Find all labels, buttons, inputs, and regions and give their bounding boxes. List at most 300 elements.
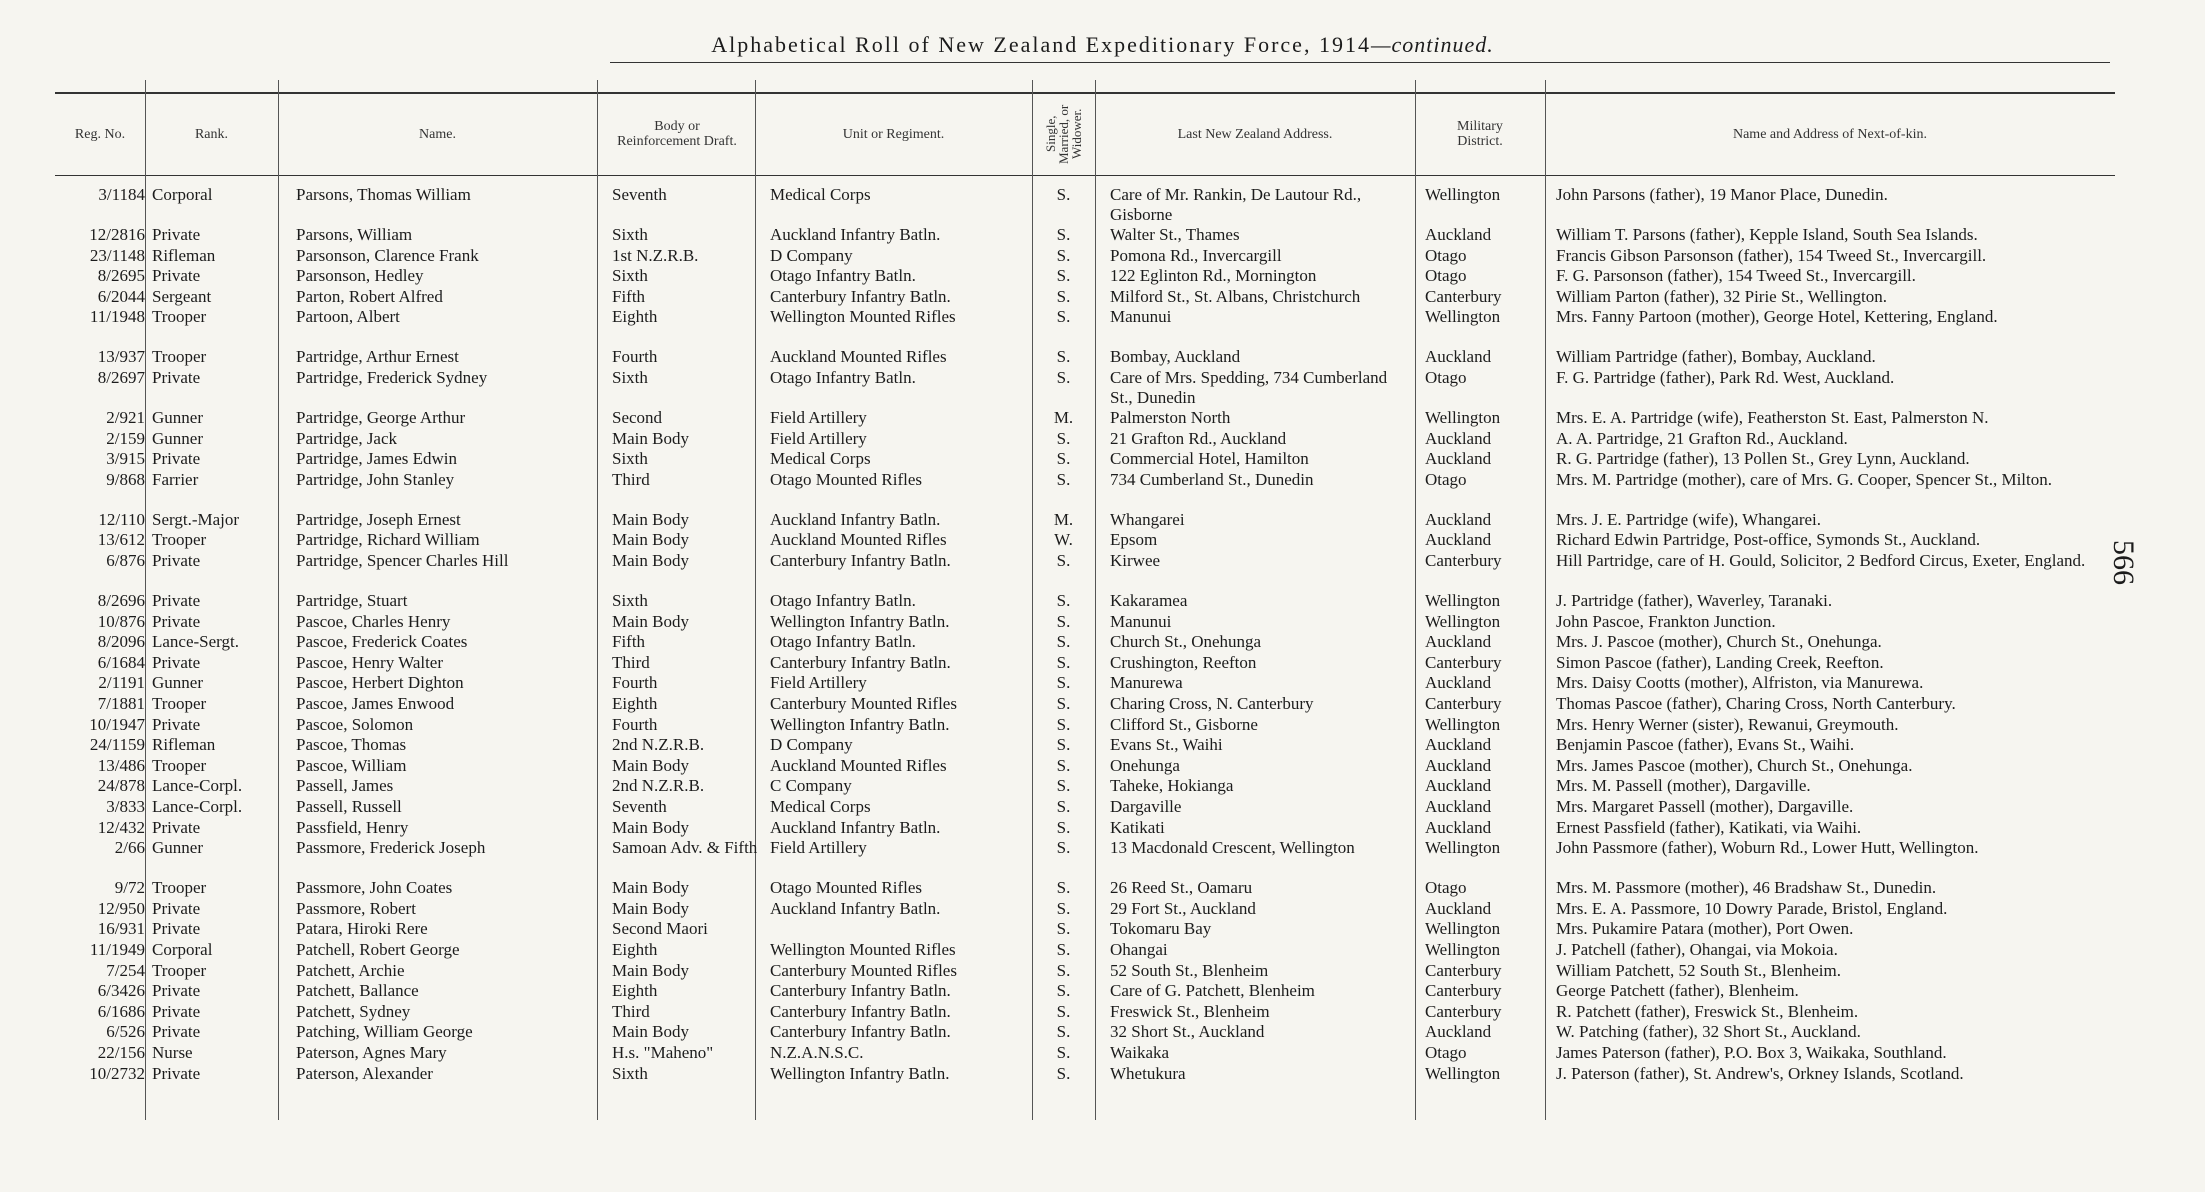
column-divider	[597, 80, 598, 1120]
cell-body: Fifth	[612, 632, 646, 652]
cell-name: Patara, Hiroki Rere	[296, 919, 428, 939]
cell-address: Ohangai	[1110, 940, 1168, 959]
cell-body: Seventh	[612, 797, 667, 816]
cell-kin: William T. Parsons (father), Kepple Island, South Sea Islands.	[1556, 225, 1978, 244]
cell-body: Sixth	[612, 266, 648, 286]
cell-unit: Canterbury Mounted Rifles	[770, 960, 957, 980]
cell-reg: 11/1949	[89, 940, 145, 959]
cell-name: Partridge, Jack	[296, 428, 398, 448]
cell-rank: Lance-Corpl.	[152, 797, 243, 816]
cell-district: Auckland	[1425, 509, 1492, 529]
cell-name: Pascoe, James Enwood	[296, 694, 455, 713]
cell-reg: 12/2816	[89, 225, 145, 244]
cell-body: Second Maori	[612, 919, 708, 939]
cell-body: Seventh	[612, 185, 667, 204]
cell-unit: Auckland Mounted Rifles	[770, 530, 947, 550]
cell-kin: R. G. Partridge (father), 13 Pollen St., Grey Lynn, Auckland.	[1556, 449, 1970, 469]
cell-kin: J. Patchell (father), Ohangai, via Mokoia.	[1556, 940, 1838, 959]
cell-name: Parsonson, Clarence Frank	[296, 245, 479, 265]
cell-district: Wellington	[1425, 591, 1501, 610]
cell-address: Onehunga	[1110, 755, 1180, 775]
cell-status: S.	[1056, 940, 1071, 959]
cell-status: S.	[1056, 368, 1071, 387]
cell-kin: Francis Gibson Parsonson (father), 154 Tweed St., Invercargill.	[1556, 245, 1987, 265]
cell-name: Partridge, George Arthur	[296, 408, 466, 427]
cell-district: Canterbury	[1425, 1001, 1502, 1021]
cell-status: S.	[1056, 694, 1071, 713]
cell-body: Sixth	[612, 591, 648, 610]
cell-rank: Trooper	[152, 960, 207, 980]
cell-body: Sixth	[612, 1063, 648, 1083]
cell-unit: Medical Corps	[770, 449, 871, 469]
cell-address: Whetukura	[1110, 1063, 1186, 1083]
cell-address: Waikaka	[1110, 1043, 1170, 1062]
cell-reg: 12/110	[98, 509, 145, 529]
cell-address: Tokomaru Bay	[1110, 919, 1212, 939]
cell-district: Wellington	[1425, 714, 1501, 734]
cell-district: Auckland	[1425, 797, 1492, 816]
cell-kin: Simon Pascoe (father), Landing Creek, Reefton.	[1556, 652, 1884, 672]
cell-body: Eighth	[612, 307, 658, 327]
cell-status: S.	[1056, 1001, 1071, 1021]
cell-rank: Private	[152, 817, 201, 837]
cell-kin: Ernest Passfield (father), Katikati, via Waihi.	[1556, 817, 1862, 837]
cell-name: Partridge, Richard William	[296, 530, 480, 550]
cell-reg: 9/868	[106, 469, 145, 489]
cell-body: 2nd N.Z.R.B.	[612, 776, 705, 796]
cell-body: Sixth	[612, 368, 648, 387]
cell-rank: Corporal	[152, 185, 213, 204]
cell-unit: Canterbury Infantry Batln.	[770, 652, 951, 672]
cell-kin: Mrs. James Pascoe (mother), Church St., Onehunga.	[1556, 755, 1913, 775]
cell-district: Otago	[1425, 1043, 1467, 1062]
cell-reg: 22/156	[97, 1043, 145, 1062]
cell-unit: Wellington Infantry Batln.	[770, 611, 950, 631]
cell-reg: 6/1686	[97, 1001, 145, 1021]
cell-unit: Field Artillery	[770, 408, 867, 427]
cell-rank: Private	[152, 898, 201, 918]
cell-district: Wellington	[1425, 1063, 1501, 1083]
cell-address: Evans St., Waihi	[1110, 735, 1223, 755]
cell-rank: Gunner	[152, 408, 203, 427]
cell-kin: Mrs. J. Pascoe (mother), Church St., Onehunga.	[1556, 632, 1882, 652]
cell-rank: Trooper	[152, 307, 207, 327]
cell-district: Canterbury	[1425, 652, 1502, 672]
cell-unit: C Company	[770, 776, 852, 796]
cell-address: Crushington, Reefton	[1110, 652, 1257, 672]
cell-district: Canterbury	[1425, 286, 1502, 306]
cell-district: Auckland	[1425, 1022, 1492, 1042]
cell-body: Main Body	[612, 817, 689, 837]
cell-name: Patchett, Sydney	[296, 1001, 411, 1021]
header-district: Military District.	[1457, 119, 1503, 149]
cell-reg: 6/1684	[97, 652, 145, 672]
cell-status: S.	[1056, 981, 1071, 1001]
cell-reg: 23/1148	[89, 245, 145, 265]
cell-kin: J. Paterson (father), St. Andrew's, Orkney Islands, Scotland.	[1556, 1063, 1964, 1083]
column-divider	[755, 80, 756, 1120]
cell-district: Otago	[1425, 368, 1467, 387]
cell-status: S.	[1056, 428, 1071, 448]
cell-rank: Trooper	[152, 347, 207, 367]
cell-district: Wellington	[1425, 408, 1501, 427]
cell-reg: 6/876	[106, 551, 145, 570]
cell-rank: Sergt.-Major	[152, 509, 240, 529]
cell-district: Otago	[1425, 245, 1467, 265]
cell-name: Parton, Robert Alfred	[296, 286, 443, 306]
cell-address: Manunui	[1110, 307, 1172, 327]
header-rule-top	[55, 92, 2115, 94]
cell-reg: 2/66	[114, 838, 145, 858]
cell-kin: J. Partridge (father), Waverley, Taranaki.	[1556, 591, 1833, 610]
cell-rank: Private	[152, 266, 201, 286]
cell-rank: Gunner	[152, 838, 203, 858]
cell-rank: Private	[152, 611, 201, 631]
cell-unit: Wellington Infantry Batln.	[770, 1063, 950, 1083]
cell-rank: Nurse	[152, 1043, 193, 1062]
cell-kin: Benjamin Pascoe (father), Evans St., Waihi.	[1556, 735, 1855, 755]
header-unit: Unit or Regiment.	[842, 126, 945, 142]
cell-address: Manurewa	[1110, 673, 1183, 693]
cell-address: Care of Mr. Rankin, De Lautour Rd., Gisborne	[1110, 185, 1362, 224]
cell-rank: Trooper	[152, 755, 207, 775]
cell-body: Third	[612, 1001, 650, 1021]
cell-name: Pascoe, William	[296, 755, 407, 775]
cell-address: Manunui	[1110, 611, 1172, 631]
cell-status: S.	[1056, 817, 1071, 837]
cell-district: Canterbury	[1425, 551, 1502, 570]
cell-name: Parsons, William	[296, 225, 413, 244]
cell-reg: 6/526	[106, 1022, 145, 1042]
cell-name: Paterson, Alexander	[296, 1063, 433, 1083]
cell-address: Whangarei	[1110, 509, 1185, 529]
cell-district: Auckland	[1425, 225, 1492, 244]
cell-unit: Canterbury Infantry Batln.	[770, 286, 951, 306]
cell-kin: William Partridge (father), Bombay, Auckland.	[1556, 347, 1876, 367]
cell-rank: Rifleman	[152, 245, 216, 265]
cell-kin: Mrs. M. Passmore (mother), 46 Bradshaw St., Dunedin.	[1556, 878, 1937, 898]
cell-address: Taheke, Hokianga	[1110, 776, 1234, 796]
cell-status: S.	[1056, 347, 1071, 367]
cell-unit: Medical Corps	[770, 797, 871, 816]
cell-reg: 2/159	[106, 428, 145, 448]
cell-district: Auckland	[1425, 347, 1492, 367]
header-next-of-kin: Name and Address of Next-of-kin.	[1732, 126, 1927, 142]
cell-status: S.	[1056, 225, 1071, 244]
cell-reg: 8/2096	[97, 632, 145, 652]
cell-unit: Otago Infantry Batln.	[770, 632, 916, 652]
cell-body: Fourth	[612, 347, 658, 367]
cell-district: Auckland	[1425, 530, 1492, 550]
cell-address: 29 Fort St., Auckland	[1110, 898, 1256, 918]
cell-rank: Farrier	[152, 469, 199, 489]
cell-unit: Otago Infantry Batln.	[770, 266, 916, 286]
cell-reg: 3/915	[106, 449, 145, 469]
cell-unit: N.Z.A.N.S.C.	[770, 1043, 864, 1062]
cell-body: Eighth	[612, 694, 658, 713]
cell-district: Auckland	[1425, 632, 1492, 652]
cell-rank: Trooper	[152, 878, 207, 898]
cell-body: Main Body	[612, 611, 689, 631]
cell-district: Auckland	[1425, 817, 1492, 837]
cell-address: Kirwee	[1110, 551, 1161, 570]
header-body: Body or Reinforcement Draft.	[617, 119, 737, 149]
cell-rank: Private	[152, 551, 201, 570]
cell-status: S.	[1056, 286, 1071, 306]
cell-address: Care of G. Patchett, Blenheim	[1110, 981, 1315, 1001]
cell-body: Main Body	[612, 530, 689, 550]
cell-name: Pascoe, Henry Walter	[296, 652, 444, 672]
cell-unit: Canterbury Mounted Rifles	[770, 694, 957, 713]
cell-unit: Auckland Mounted Rifles	[770, 347, 947, 367]
column-divider	[278, 80, 279, 1120]
cell-body: Main Body	[612, 1022, 689, 1042]
cell-status: S.	[1056, 919, 1071, 939]
cell-name: Partridge, Frederick Sydney	[296, 368, 488, 387]
cell-reg: 12/950	[97, 898, 145, 918]
cell-address: 21 Grafton Rd., Auckland	[1110, 428, 1287, 448]
cell-unit: Field Artillery	[770, 838, 867, 858]
cell-address: 13 Macdonald Crescent, Wellington	[1110, 838, 1355, 858]
cell-kin: John Parsons (father), 19 Manor Place, Dunedin.	[1556, 185, 1888, 204]
cell-address: Epsom	[1110, 530, 1158, 550]
cell-kin: Hill Partridge, care of H. Gould, Solicitor, 2 Bedford Circus, Exeter, England.	[1556, 551, 2086, 570]
cell-kin: A. A. Partridge, 21 Grafton Rd., Auckland.	[1556, 428, 1848, 448]
cell-reg: 8/2697	[97, 368, 145, 387]
cell-kin: Mrs. E. A. Passmore, 10 Dowry Parade, Bristol, England.	[1556, 898, 1948, 918]
cell-district: Wellington	[1425, 611, 1501, 631]
cell-district: Otago	[1425, 878, 1467, 898]
cell-district: Auckland	[1425, 449, 1492, 469]
cell-status: S.	[1056, 185, 1071, 204]
header-rank: Rank.	[194, 126, 229, 142]
cell-unit: D Company	[770, 245, 853, 265]
cell-address: 32 Short St., Auckland	[1110, 1022, 1265, 1042]
cell-kin: Mrs. M. Passell (mother), Dargaville.	[1556, 776, 1811, 796]
cell-address: Palmerston North	[1110, 408, 1231, 427]
cell-district: Auckland	[1425, 755, 1492, 775]
cell-district: Auckland	[1425, 673, 1492, 693]
cell-rank: Lance-Sergt.	[152, 632, 240, 652]
cell-address: Church St., Onehunga	[1110, 632, 1262, 652]
cell-address: Bombay, Auckland	[1110, 347, 1241, 367]
cell-status: S.	[1056, 1022, 1071, 1042]
cell-name: Patchett, Ballance	[296, 981, 419, 1001]
cell-reg: 2/921	[106, 408, 145, 427]
cell-address: 122 Eglinton Rd., Mornington	[1110, 266, 1317, 286]
cell-rank: Private	[152, 919, 201, 939]
column-divider	[1415, 80, 1416, 1120]
cell-unit: Wellington Infantry Batln.	[770, 714, 950, 734]
cell-reg: 24/1159	[89, 735, 145, 755]
cell-body: Main Body	[612, 509, 689, 529]
column-divider	[1545, 80, 1546, 1120]
cell-kin: Mrs. Fanny Partoon (mother), George Hotel, Kettering, England.	[1556, 307, 1998, 327]
cell-address: Care of Mrs. Spedding, 734 Cumberland St., Dunedin	[1110, 368, 1388, 407]
cell-status: S.	[1056, 591, 1071, 610]
cell-body: 2nd N.Z.R.B.	[612, 735, 705, 755]
cell-name: Passmore, John Coates	[296, 878, 453, 898]
cell-rank: Gunner	[152, 673, 203, 693]
cell-status: M.	[1053, 408, 1074, 427]
cell-body: Fourth	[612, 714, 658, 734]
cell-status: S.	[1056, 898, 1071, 918]
cell-name: Patchett, Archie	[296, 960, 405, 980]
cell-status: S.	[1056, 838, 1071, 858]
cell-name: Partridge, Spencer Charles Hill	[296, 551, 509, 570]
cell-body: Main Body	[612, 755, 689, 775]
cell-name: Pascoe, Thomas	[296, 735, 407, 755]
cell-rank: Lance-Corpl.	[152, 776, 243, 796]
cell-name: Passfield, Henry	[296, 817, 409, 837]
cell-district: Otago	[1425, 469, 1467, 489]
header-reg-no: Reg. No.	[74, 126, 126, 142]
header-name: Name.	[419, 126, 456, 142]
cell-name: Partridge, Joseph Ernest	[296, 509, 461, 529]
cell-status: S.	[1056, 245, 1071, 265]
cell-name: Passell, Russell	[296, 797, 402, 816]
cell-kin: George Patchett (father), Blenheim.	[1556, 981, 1799, 1001]
cell-rank: Private	[152, 449, 201, 469]
cell-name: Partridge, James Edwin	[296, 449, 457, 469]
cell-address: Freswick St., Blenheim	[1110, 1001, 1270, 1021]
cell-name: Paterson, Agnes Mary	[296, 1043, 447, 1062]
cell-kin: F. G. Partridge (father), Park Rd. West, Auckland.	[1556, 368, 1895, 387]
cell-district: Canterbury	[1425, 981, 1502, 1001]
page-number: 566	[2107, 540, 2140, 585]
cell-unit: Auckland Infantry Batln.	[770, 817, 941, 837]
cell-unit: Field Artillery	[770, 428, 867, 448]
cell-rank: Rifleman	[152, 735, 216, 755]
cell-unit: Auckland Infantry Batln.	[770, 509, 941, 529]
cell-rank: Private	[152, 652, 201, 672]
cell-rank: Private	[152, 368, 201, 387]
cell-reg: 3/1184	[98, 185, 145, 204]
cell-body: Third	[612, 469, 650, 489]
cell-district: Auckland	[1425, 776, 1492, 796]
cell-kin: Thomas Pascoe (father), Charing Cross, North Canterbury.	[1556, 694, 1956, 713]
cell-address: Dargaville	[1110, 797, 1182, 816]
cell-reg: 6/3426	[97, 981, 145, 1001]
cell-rank: Private	[152, 1022, 201, 1042]
cell-kin: Mrs. Daisy Cootts (mother), Alfriston, via Manurewa.	[1556, 673, 1924, 693]
cell-body: Sixth	[612, 449, 648, 469]
cell-unit: Otago Infantry Batln.	[770, 368, 916, 387]
cell-unit: Otago Mounted Rifles	[770, 878, 923, 898]
cell-kin: John Pascoe, Frankton Junction.	[1556, 611, 1776, 631]
cell-reg: 2/1191	[98, 673, 145, 693]
cell-unit: Field Artillery	[770, 673, 867, 693]
cell-body: Second	[612, 408, 663, 427]
cell-district: Auckland	[1425, 898, 1492, 918]
cell-unit: Canterbury Infantry Batln.	[770, 1001, 951, 1021]
cell-body: Sixth	[612, 225, 648, 244]
cell-body: Fifth	[612, 286, 646, 306]
cell-district: Wellington	[1425, 307, 1501, 327]
cell-body: Eighth	[612, 940, 658, 959]
cell-name: Patchell, Robert George	[296, 940, 460, 959]
cell-body: H.s. "Maheno"	[612, 1043, 714, 1062]
cell-unit: Otago Infantry Batln.	[770, 591, 916, 610]
cell-kin: James Paterson (father), P.O. Box 3, Waikaka, Southland.	[1556, 1043, 1947, 1062]
cell-reg: 8/2695	[97, 266, 145, 286]
cell-body: Third	[612, 652, 650, 672]
cell-rank: Private	[152, 591, 201, 610]
cell-body: 1st N.Z.R.B.	[612, 245, 699, 265]
cell-unit: Wellington Mounted Rifles	[770, 307, 956, 327]
cell-reg: 6/2044	[97, 286, 145, 306]
header-address: Last New Zealand Address.	[1177, 126, 1333, 142]
cell-rank: Private	[152, 225, 201, 244]
cell-name: Parsons, Thomas William	[296, 185, 471, 204]
cell-address: Commercial Hotel, Hamilton	[1110, 449, 1309, 469]
cell-reg: 8/2696	[97, 591, 145, 610]
cell-status: S.	[1056, 652, 1071, 672]
cell-status: W.	[1054, 530, 1073, 550]
cell-rank: Gunner	[152, 428, 203, 448]
cell-rank: Private	[152, 981, 201, 1001]
cell-kin: Mrs. Henry Werner (sister), Rewanui, Greymouth.	[1556, 714, 1899, 734]
cell-address: Clifford St., Gisborne	[1110, 714, 1258, 734]
header-status: Single, Married, or Widower.	[1043, 104, 1084, 164]
cell-kin: Richard Edwin Partridge, Post-office, Symonds St., Auckland.	[1556, 530, 1981, 550]
cell-unit: Auckland Mounted Rifles	[770, 755, 947, 775]
cell-status: S.	[1056, 449, 1071, 469]
cell-unit: Canterbury Infantry Batln.	[770, 1022, 951, 1042]
cell-body: Fourth	[612, 673, 658, 693]
cell-address: Pomona Rd., Invercargill	[1110, 245, 1282, 265]
header-rule-bottom	[55, 175, 2115, 176]
cell-name: Partoon, Albert	[296, 307, 400, 327]
cell-unit: Wellington Mounted Rifles	[770, 940, 956, 959]
cell-kin: Mrs. Pukamire Patara (mother), Port Owen.	[1556, 919, 1854, 939]
cell-status: S.	[1056, 469, 1071, 489]
cell-name: Partridge, Arthur Ernest	[296, 347, 459, 367]
cell-reg: 16/931	[97, 919, 145, 939]
cell-reg: 9/72	[114, 878, 145, 898]
cell-kin: W. Patching (father), 32 Short St., Auckland.	[1556, 1022, 1861, 1042]
cell-name: Pascoe, Charles Henry	[296, 611, 451, 631]
cell-unit: Auckland Infantry Batln.	[770, 898, 941, 918]
cell-kin: John Passmore (father), Woburn Rd., Lower Hutt, Wellington.	[1556, 838, 1979, 858]
cell-rank: Corporal	[152, 940, 213, 959]
cell-status: S.	[1056, 1043, 1071, 1062]
cell-status: S.	[1056, 266, 1071, 286]
cell-kin: F. G. Parsonson (father), 154 Tweed St., Invercargill.	[1556, 266, 1916, 286]
cell-status: S.	[1056, 878, 1071, 898]
cell-unit: Canterbury Infantry Batln.	[770, 551, 951, 570]
cell-unit: D Company	[770, 735, 853, 755]
cell-address: Charing Cross, N. Canterbury	[1110, 694, 1314, 713]
cell-address: 52 South St., Blenheim	[1110, 960, 1269, 980]
cell-body: Main Body	[612, 878, 689, 898]
cell-status: S.	[1056, 611, 1071, 631]
page-title: Alphabetical Roll of New Zealand Expeditionary Force, 1914—continued.	[711, 32, 1494, 57]
cell-status: S.	[1056, 307, 1071, 327]
cell-rank: Private	[152, 1001, 201, 1021]
cell-reg: 13/612	[97, 530, 145, 550]
cell-reg: 13/937	[97, 347, 145, 367]
cell-unit: Medical Corps	[770, 185, 871, 204]
cell-address: 734 Cumberland St., Dunedin	[1110, 469, 1314, 489]
cell-district: Wellington	[1425, 919, 1501, 939]
cell-status: S.	[1056, 960, 1071, 980]
cell-reg: 7/254	[106, 960, 145, 980]
cell-status: S.	[1056, 714, 1071, 734]
cell-kin: William Parton (father), 32 Pirie St., Wellington.	[1556, 286, 1887, 306]
cell-rank: Trooper	[152, 530, 207, 550]
cell-reg: 7/1881	[97, 694, 145, 713]
